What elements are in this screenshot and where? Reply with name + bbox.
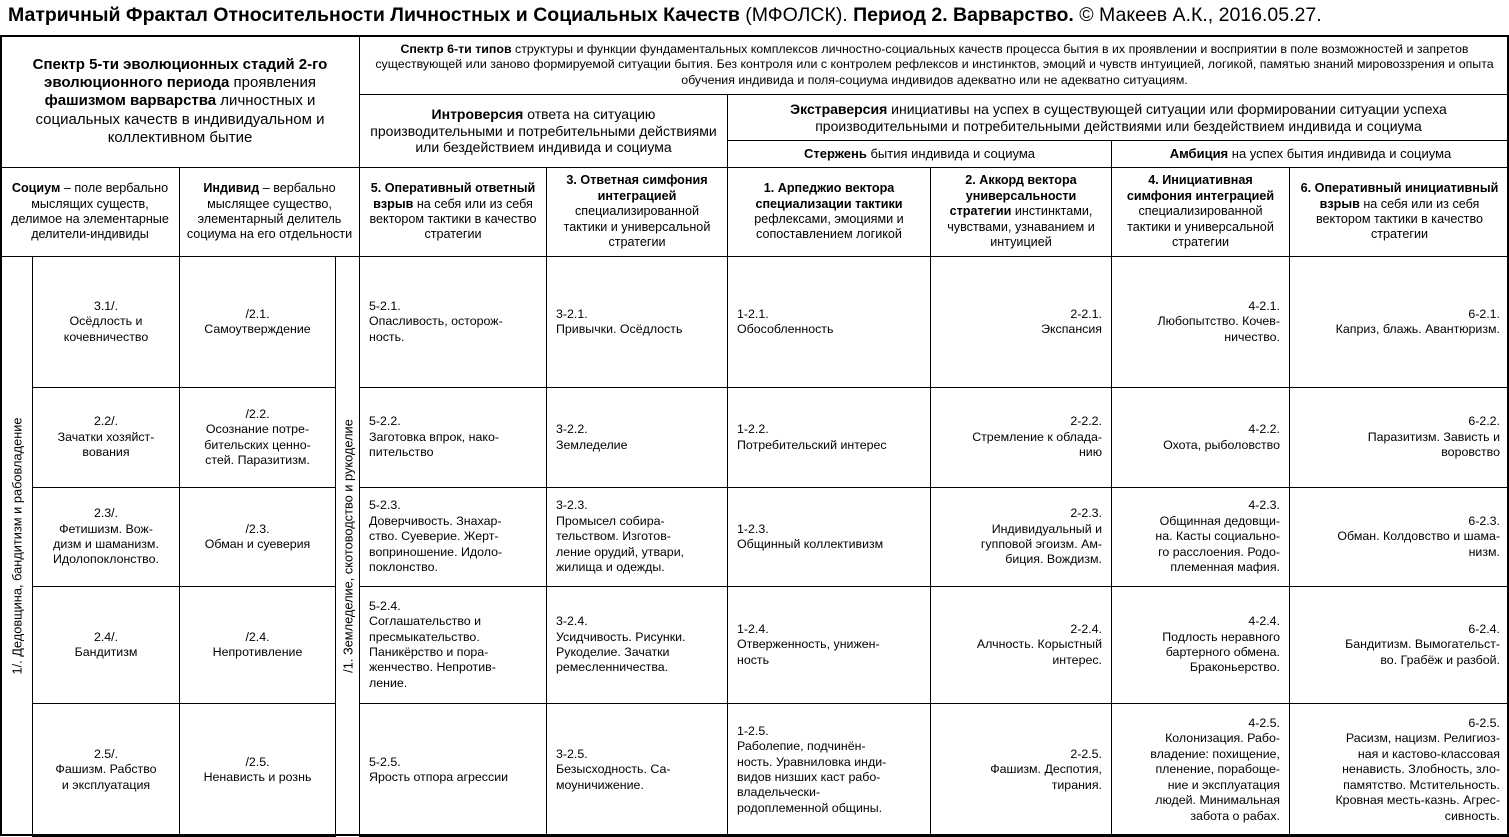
cell-line: воприношение. Идоло- bbox=[369, 544, 503, 559]
cell-line: ление орудий, утвари, bbox=[556, 544, 685, 559]
cell-line: 2-2.4. bbox=[1070, 621, 1102, 636]
cell-line: Промысел собира- bbox=[556, 513, 665, 528]
cell-line: /2.3. bbox=[245, 521, 270, 536]
cell-line: жилища и одежды. bbox=[556, 560, 665, 575]
left-vertical-label: 1/. Дедовщина, бандитизм и рабовладение bbox=[8, 417, 24, 675]
cell-line: 3.1/. bbox=[93, 298, 119, 313]
cell-line: Земледелие bbox=[556, 437, 628, 452]
cell-line: Каприз, блажь. Авантюризм. bbox=[1335, 322, 1500, 336]
cell-line: ство. Суеверие. Жерт- bbox=[369, 529, 499, 544]
cell-line: Бандитизм. Вымогательст- bbox=[1345, 637, 1500, 652]
cell-line: Фашизм. Рабство bbox=[55, 762, 157, 777]
cell-line: 4-2.3. bbox=[1248, 498, 1280, 513]
cell-line: 1-2.5. bbox=[737, 723, 769, 738]
cell-line: 6-2.1. bbox=[1468, 306, 1500, 321]
cell-line: пительство bbox=[369, 445, 434, 460]
lead-text: – поле вербально мыслящих существ, делимое на элементарные делители-индивиды bbox=[11, 181, 169, 242]
cell-line: памятство. Мстительность. bbox=[1343, 777, 1500, 792]
cell-line: Расизм, нацизм. Религиоз- bbox=[1345, 731, 1500, 746]
cell-line: 2-2.3. bbox=[1070, 506, 1102, 521]
bold-lead: 3. Ответная симфония интеграцией bbox=[566, 173, 708, 203]
cell-line: 2-2.5. bbox=[1070, 746, 1102, 761]
cell-line: Ярость отпора агрессии bbox=[369, 770, 509, 784]
cell-line: Идолопоклонство. bbox=[53, 552, 159, 567]
cell-line: бительских ценно- bbox=[204, 437, 311, 452]
cell-line: Фетишизм. Вож- bbox=[59, 521, 153, 536]
cell-line: бартерного обмена. bbox=[1165, 645, 1280, 659]
cell-line: 1-2.3. bbox=[737, 521, 769, 536]
cell-line: Паникёрство и пора- bbox=[369, 645, 489, 659]
cell-line: Зачатки хозяйст- bbox=[57, 429, 155, 444]
cell-line: 5-2.3. bbox=[369, 498, 401, 513]
cell-line: дизм и шаманизм. bbox=[53, 537, 159, 551]
lead-text: инициативы на успех в существующей ситуации или формировании ситуации успеха производительными и потребительными действиями или бездействием индивида и социума bbox=[815, 101, 1447, 134]
cell-line: 2.2/. bbox=[93, 414, 119, 429]
cell-line: Общинная дедовщи- bbox=[1159, 513, 1280, 528]
cell-line: поклонство. bbox=[369, 560, 438, 575]
cell-line: 2.4/. bbox=[93, 629, 119, 644]
cell-line: 6-2.4. bbox=[1468, 621, 1500, 636]
cell-line: ность. bbox=[369, 329, 405, 344]
cell-line: низм. bbox=[1468, 544, 1500, 559]
cell-line: Осознание потре- bbox=[205, 422, 310, 437]
cell-line: сивность. bbox=[1444, 808, 1500, 823]
cell-line: Алчность. Корыстный bbox=[976, 637, 1102, 652]
lead-text: инстинктами, чувствами, узнаванием и интуицией bbox=[947, 204, 1095, 250]
cell-line: Доверчивость. Знахар- bbox=[369, 513, 502, 528]
cell-line: стей. Паразитизм. bbox=[205, 452, 310, 467]
lead-text: специализированной тактики и универсальной стратегии bbox=[1127, 204, 1274, 250]
cell-line: и эксплуатация bbox=[61, 777, 151, 792]
cell-line: тельством. Изготов- bbox=[556, 529, 671, 544]
cell-line: 3-2.1. bbox=[556, 306, 588, 321]
bold-lead: 4. Инициативная симфония интеграцией bbox=[1126, 173, 1275, 203]
cell-line: 5-2.1. bbox=[369, 298, 401, 313]
lead-text: на себя или из себя вектором тактики в качество стратегии bbox=[369, 196, 537, 242]
page-title: Матричный Фрактал Относительности Личностных и Социальных Качеств (МФОЛСК). Период 2. Варварство. © Макеев А.К., 2016.05.27. bbox=[8, 4, 1322, 26]
cell-line: /2.5. bbox=[245, 754, 270, 769]
mid-vertical-label: /1. Земледелие, скотоводство и рукоделие bbox=[339, 419, 355, 673]
cell-line: Любопытство. Кочев- bbox=[1157, 314, 1280, 329]
cell-line: Стремление к облада- bbox=[972, 429, 1102, 444]
cell-line: 1-2.1. bbox=[737, 306, 769, 321]
cell-line: 2-2.2. bbox=[1070, 414, 1102, 429]
lead-text: структуры и функции фундаментальных комплексов личностно-социальных качеств процесса бытия в их проявлении и восприятии в поле возможностей и запретов существующей или заново формируемой ситуации бытия. Без контроля или с контролем рефлексов и инстинктов, эмоций и чувств интуицией, логикой, памятью знаний мировоззрения и опыта обучения индивида и поля-социума индивидов адекватно или не адекватно ситуациям. bbox=[375, 41, 1494, 87]
cell-line: биция. Вождизм. bbox=[1005, 552, 1102, 567]
cell-line: 3-2.5. bbox=[556, 746, 588, 761]
cell-line: на. Касты социально- bbox=[1155, 529, 1280, 544]
cell-line: вования bbox=[82, 445, 130, 460]
cell-line: интерес. bbox=[1052, 652, 1102, 667]
cell-line: Раболепие, подчинён- bbox=[737, 739, 866, 754]
cell-line: 1-2.2. bbox=[737, 422, 769, 437]
cell-line: ние и эксплуатация bbox=[1167, 777, 1280, 792]
cell-line: моуничижение. bbox=[556, 777, 644, 792]
cell-line: 5-2.4. bbox=[369, 598, 401, 613]
cell-line: /2.4. bbox=[245, 629, 270, 644]
cell-line: 4-2.1. bbox=[1248, 298, 1280, 313]
cell-line: гупповой эгоизм. Ам- bbox=[980, 537, 1102, 551]
cell-line: людей. Минимальная bbox=[1155, 793, 1280, 808]
cell-line: Индивидуальный и bbox=[991, 521, 1102, 536]
cell-line: Соглашательство и bbox=[369, 614, 482, 629]
cell-line: Безысходность. Са- bbox=[556, 762, 671, 777]
cell-line: Фашизм. Деспотия, bbox=[990, 762, 1102, 777]
cell-line: Отверженность, унижен- bbox=[737, 637, 880, 652]
lead-text: проявления bbox=[229, 74, 316, 92]
bold-lead: фашизмом варварства bbox=[44, 92, 217, 110]
cell-line: Экспансия bbox=[1041, 322, 1102, 336]
cell-line: Рукоделие. Зачатки bbox=[556, 645, 670, 659]
bold-lead: Индивид bbox=[203, 181, 260, 196]
cell-line: 5-2.2. bbox=[369, 414, 401, 429]
cell-line: 4-2.5. bbox=[1248, 716, 1280, 731]
cell-line: тирания. bbox=[1051, 777, 1102, 792]
cell-line: ная и кастово-классовая bbox=[1357, 746, 1500, 761]
cell-line: 5-2.5. bbox=[369, 754, 401, 769]
cell-line: забота о рабах. bbox=[1190, 808, 1280, 823]
cell-line: родоплеменной общины. bbox=[737, 800, 883, 815]
lead-text: – вербально мыслящее существо, элементарный делитель социума на его отдельности bbox=[186, 181, 353, 242]
lead-text: личностных и социальных качеств в индивидуальном и коллективном бытие bbox=[35, 92, 325, 146]
lead-text: на успех бытия индивида и социума bbox=[1228, 146, 1452, 162]
cell-line: нию bbox=[1078, 445, 1102, 460]
cell-line: ность. Уравниловка инди- bbox=[737, 754, 887, 769]
cell-line: Опасливость, осторож- bbox=[369, 314, 503, 329]
cell-line: воровство bbox=[1441, 445, 1500, 460]
cell-line: 3-2.4. bbox=[556, 614, 588, 629]
cell-line: во. Грабёж и разбой. bbox=[1380, 652, 1500, 667]
cell-line: Общинный коллективизм bbox=[737, 537, 884, 551]
cell-line: Непротивление bbox=[212, 645, 303, 659]
cell-line: /2.2. bbox=[245, 406, 270, 421]
cell-line: 2.3/. bbox=[93, 506, 119, 521]
lead-text: рефлексами, эмоциями и сопоставлением логикой bbox=[754, 212, 904, 242]
cell-line: кочевничество bbox=[63, 329, 149, 344]
cell-line: 3-2.3. bbox=[556, 498, 588, 513]
cell-line: 2.5/. bbox=[93, 746, 119, 761]
bold-lead: Амбиция bbox=[1169, 146, 1229, 162]
cell-line: Обман и суеверия bbox=[204, 537, 311, 551]
cell-line: женчество. Непротив- bbox=[369, 660, 496, 675]
cell-line: 6-2.3. bbox=[1468, 513, 1500, 528]
bold-lead: Экстраверсия bbox=[790, 101, 888, 117]
bold-lead: 6. Оперативный инициативный взрыв bbox=[1300, 181, 1499, 211]
cell-line: Подлость неравного bbox=[1162, 629, 1280, 644]
cell-line: Усидчивость. Рисунки. bbox=[556, 629, 686, 644]
cell-line: Потребительский интерес bbox=[737, 437, 887, 452]
cell-line: ничество. bbox=[1224, 329, 1280, 344]
cell-line: ненависть. Злобность, зло- bbox=[1342, 762, 1500, 777]
cell-line: пленение, порабоще- bbox=[1155, 762, 1280, 777]
cell-line: 6-2.2. bbox=[1468, 414, 1500, 429]
lead-text: ответа на ситуацию производительными и потребительными действиями или бездействием индивида и социума bbox=[370, 106, 717, 156]
bold-lead: Спектр 6-ти типов bbox=[400, 41, 512, 56]
cell-line: Охота, рыболовство bbox=[1163, 437, 1280, 452]
cell-line: племенная мафия. bbox=[1170, 560, 1280, 575]
lead-text: специализированной тактики и универсальной стратегии bbox=[563, 204, 711, 250]
bold-lead: 2. Аккорд вектора универсальности стратегии bbox=[949, 173, 1077, 219]
cell-line: Самоутверждение bbox=[204, 322, 311, 336]
bold-lead: 5. Оперативный ответный взрыв bbox=[370, 181, 536, 211]
cell-line: видов низших каст рабо- bbox=[737, 770, 881, 784]
cell-line: 4-2.2. bbox=[1248, 422, 1280, 437]
cell-line: го расслоения. Родо- bbox=[1158, 544, 1280, 559]
cell-line: Обособленность bbox=[737, 322, 834, 336]
cell-line: /2.1. bbox=[245, 306, 270, 321]
bold-lead: Социум bbox=[11, 181, 61, 196]
cell-line: Колонизация. Рабо- bbox=[1165, 731, 1280, 746]
cell-line: 2-2.1. bbox=[1070, 306, 1102, 321]
cell-line: 1-2.4. bbox=[737, 621, 769, 636]
cell-line: владение: похищение, bbox=[1150, 746, 1280, 761]
cell-line: Кровная месть-казнь. Агрес- bbox=[1335, 793, 1500, 808]
cell-line: 4-2.4. bbox=[1248, 614, 1280, 629]
cell-line: владельчески- bbox=[737, 785, 820, 800]
cell-line: 6-2.5. bbox=[1468, 716, 1500, 731]
cell-line: Обман. Колдовство и шама- bbox=[1337, 529, 1500, 544]
cell-line: 3-2.2. bbox=[556, 422, 588, 437]
cell-line: Паразитизм. Зависть и bbox=[1367, 429, 1500, 444]
cell-line: Ненависть и рознь bbox=[203, 770, 312, 784]
cell-line: ность bbox=[737, 652, 770, 667]
lead-text: бытия индивида и социума bbox=[866, 146, 1035, 162]
lead-text: на себя или из себя вектором тактики в качество стратегии bbox=[1315, 196, 1483, 242]
cell-line: ремесленничества. bbox=[556, 660, 669, 675]
bold-lead: Спектр 5-ти эволюционных стадий 2-го эволюционного периода bbox=[32, 55, 328, 92]
cell-line: ление. bbox=[369, 675, 408, 690]
cell-line: Осёдлость и bbox=[69, 314, 143, 329]
bold-lead: Интроверсия bbox=[431, 106, 524, 123]
cell-line: Бандитизм bbox=[74, 645, 138, 659]
bold-lead: 1. Арпеджио вектора специализации тактики bbox=[755, 181, 903, 211]
cell-line: Браконьерство. bbox=[1189, 660, 1280, 675]
table-outer-border bbox=[0, 35, 1509, 836]
bold-lead: Стержень bbox=[803, 146, 867, 162]
cell-line: Привычки. Осёдлость bbox=[556, 322, 683, 336]
cell-line: пресмыкательство. bbox=[369, 629, 480, 644]
cell-line: Заготовка впрок, нако- bbox=[369, 429, 499, 444]
